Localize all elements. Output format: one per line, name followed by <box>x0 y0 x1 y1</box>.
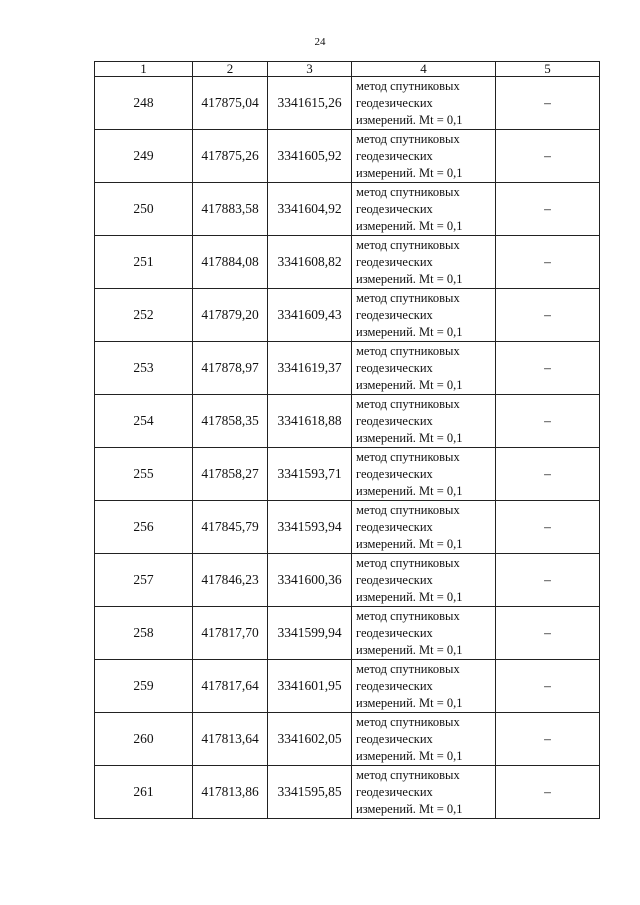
method-cell <box>352 183 496 236</box>
note-cell: – <box>496 395 600 448</box>
note-cell: – <box>496 342 600 395</box>
x-coordinate-cell: 417817,64 <box>193 660 268 713</box>
y-coordinate-cell: 3341609,43 <box>268 289 352 342</box>
method-line: метод спутниковых <box>356 767 460 782</box>
column-header: 1 <box>95 62 193 77</box>
method-line: измерений. Mt = 0,1 <box>356 536 463 551</box>
method-line: геодезических <box>356 625 433 640</box>
method-cell <box>352 607 496 660</box>
method-cell <box>352 554 496 607</box>
table-row <box>95 289 600 342</box>
method-cell <box>352 342 496 395</box>
method-line: метод спутниковых <box>356 290 460 305</box>
y-coordinate-cell: 3341599,94 <box>268 607 352 660</box>
method-line: метод спутниковых <box>356 555 460 570</box>
method-line: метод спутниковых <box>356 396 460 411</box>
method-cell <box>352 77 496 130</box>
method-line: измерений. Mt = 0,1 <box>356 377 463 392</box>
method-line: геодезических <box>356 519 433 534</box>
x-coordinate-cell: 417845,79 <box>193 501 268 554</box>
note-cell: – <box>496 501 600 554</box>
table-row <box>95 183 600 236</box>
x-coordinate-cell: 417883,58 <box>193 183 268 236</box>
x-coordinate-cell: 417813,64 <box>193 713 268 766</box>
note-cell: – <box>496 660 600 713</box>
y-coordinate-cell: 3341618,88 <box>268 395 352 448</box>
method-line: измерений. Mt = 0,1 <box>356 748 463 763</box>
point-number-cell: 256 <box>95 501 193 554</box>
method-line: геодезических <box>356 307 433 322</box>
x-coordinate-cell: 417846,23 <box>193 554 268 607</box>
table-row <box>95 342 600 395</box>
x-coordinate-cell: 417875,26 <box>193 130 268 183</box>
method-line: метод спутниковых <box>356 131 460 146</box>
method-line: измерений. Mt = 0,1 <box>356 430 463 445</box>
table-row <box>95 713 600 766</box>
y-coordinate-cell: 3341593,94 <box>268 501 352 554</box>
point-number-cell: 255 <box>95 448 193 501</box>
y-coordinate-cell: 3341595,85 <box>268 766 352 819</box>
method-line: геодезических <box>356 201 433 216</box>
method-cell <box>352 236 496 289</box>
method-line: метод спутниковых <box>356 78 460 93</box>
method-cell <box>352 660 496 713</box>
method-line: геодезических <box>356 784 433 799</box>
table-row <box>95 77 600 130</box>
method-line: геодезических <box>356 148 433 163</box>
page-number: 24 <box>314 36 326 48</box>
method-line: измерений. Mt = 0,1 <box>356 695 463 710</box>
table-row <box>95 501 600 554</box>
y-coordinate-cell: 3341608,82 <box>268 236 352 289</box>
method-cell <box>352 713 496 766</box>
x-coordinate-cell: 417879,20 <box>193 289 268 342</box>
point-number-cell: 248 <box>95 77 193 130</box>
x-coordinate-cell: 417858,27 <box>193 448 268 501</box>
y-coordinate-cell: 3341601,95 <box>268 660 352 713</box>
table-row <box>95 395 600 448</box>
point-number-cell: 257 <box>95 554 193 607</box>
table-row <box>95 766 600 819</box>
method-line: геодезических <box>356 678 433 693</box>
method-line: измерений. Mt = 0,1 <box>356 112 463 127</box>
method-line: метод спутниковых <box>356 449 460 464</box>
note-cell: – <box>496 183 600 236</box>
table-header-row <box>95 62 600 77</box>
method-line: измерений. Mt = 0,1 <box>356 801 463 816</box>
method-line: метод спутниковых <box>356 184 460 199</box>
method-cell <box>352 130 496 183</box>
x-coordinate-cell: 417884,08 <box>193 236 268 289</box>
point-number-cell: 254 <box>95 395 193 448</box>
x-coordinate-cell: 417878,97 <box>193 342 268 395</box>
method-line: измерений. Mt = 0,1 <box>356 483 463 498</box>
y-coordinate-cell: 3341600,36 <box>268 554 352 607</box>
method-line: измерений. Mt = 0,1 <box>356 589 463 604</box>
method-cell <box>352 448 496 501</box>
method-cell <box>352 766 496 819</box>
y-coordinate-cell: 3341602,05 <box>268 713 352 766</box>
note-cell: – <box>496 77 600 130</box>
note-cell: – <box>496 607 600 660</box>
method-line: геодезических <box>356 95 433 110</box>
table-row <box>95 554 600 607</box>
method-line: геодезических <box>356 731 433 746</box>
method-cell <box>352 395 496 448</box>
method-line: геодезических <box>356 254 433 269</box>
x-coordinate-cell: 417858,35 <box>193 395 268 448</box>
point-number-cell: 253 <box>95 342 193 395</box>
method-line: геодезических <box>356 466 433 481</box>
note-cell: – <box>496 554 600 607</box>
method-line: геодезических <box>356 360 433 375</box>
method-line: измерений. Mt = 0,1 <box>356 218 463 233</box>
table-row <box>95 448 600 501</box>
table-body <box>95 77 600 819</box>
point-number-cell: 250 <box>95 183 193 236</box>
y-coordinate-cell: 3341593,71 <box>268 448 352 501</box>
point-number-cell: 252 <box>95 289 193 342</box>
method-line: геодезических <box>356 572 433 587</box>
y-coordinate-cell: 3341605,92 <box>268 130 352 183</box>
coordinates-table <box>94 61 600 819</box>
method-line: метод спутниковых <box>356 343 460 358</box>
table-row <box>95 660 600 713</box>
method-cell <box>352 501 496 554</box>
method-line: метод спутниковых <box>356 714 460 729</box>
y-coordinate-cell: 3341619,37 <box>268 342 352 395</box>
x-coordinate-cell: 417817,70 <box>193 607 268 660</box>
column-header: 4 <box>352 62 496 77</box>
column-header: 2 <box>193 62 268 77</box>
table-row <box>95 130 600 183</box>
y-coordinate-cell: 3341615,26 <box>268 77 352 130</box>
note-cell: – <box>496 713 600 766</box>
note-cell: – <box>496 236 600 289</box>
x-coordinate-cell: 417875,04 <box>193 77 268 130</box>
y-coordinate-cell: 3341604,92 <box>268 183 352 236</box>
x-coordinate-cell: 417813,86 <box>193 766 268 819</box>
method-line: измерений. Mt = 0,1 <box>356 324 463 339</box>
point-number-cell: 260 <box>95 713 193 766</box>
method-cell <box>352 289 496 342</box>
method-line: измерений. Mt = 0,1 <box>356 165 463 180</box>
point-number-cell: 261 <box>95 766 193 819</box>
table-row <box>95 236 600 289</box>
point-number-cell: 249 <box>95 130 193 183</box>
method-line: измерений. Mt = 0,1 <box>356 642 463 657</box>
note-cell: – <box>496 448 600 501</box>
column-header: 3 <box>268 62 352 77</box>
method-line: геодезических <box>356 413 433 428</box>
column-header: 5 <box>496 62 600 77</box>
method-line: метод спутниковых <box>356 502 460 517</box>
note-cell: – <box>496 289 600 342</box>
method-line: измерений. Mt = 0,1 <box>356 271 463 286</box>
point-number-cell: 258 <box>95 607 193 660</box>
point-number-cell: 251 <box>95 236 193 289</box>
note-cell: – <box>496 766 600 819</box>
point-number-cell: 259 <box>95 660 193 713</box>
note-cell: – <box>496 130 600 183</box>
method-line: метод спутниковых <box>356 661 460 676</box>
table-row <box>95 607 600 660</box>
method-line: метод спутниковых <box>356 237 460 252</box>
method-line: метод спутниковых <box>356 608 460 623</box>
